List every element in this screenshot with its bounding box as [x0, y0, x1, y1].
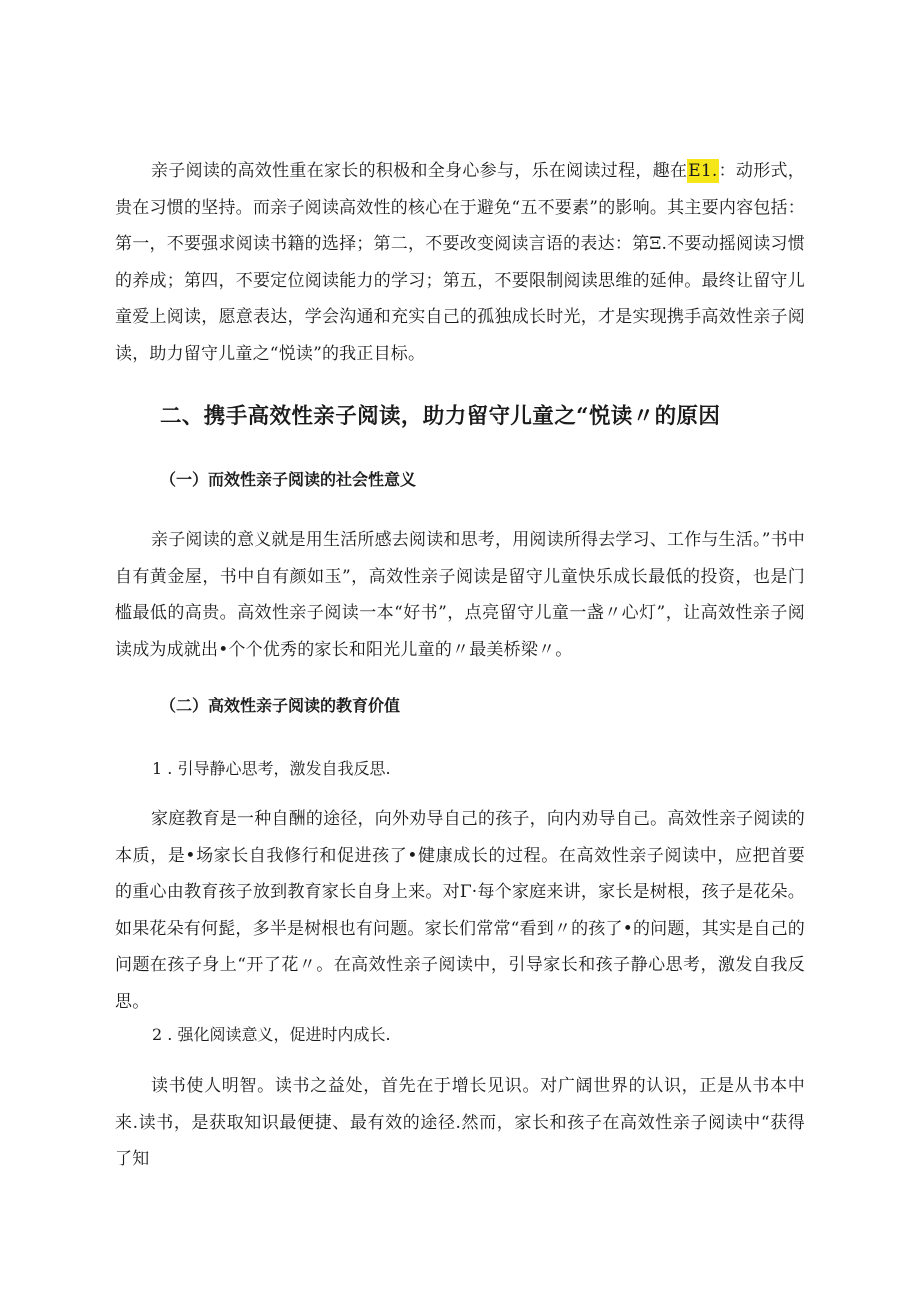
- paragraph-reading-meaning: 读书使人明智。读书之益处，首先在于增长见识。对广阔世界的认识，正是从书本中来.读书，是获取知识最便捷、最有效的途径.然而，家长和孩子在高效性亲子阅读中“获得了知: [115, 1076, 805, 1169]
- paragraph-five-principles: [115, 153, 805, 372]
- numbered-item-2: 2 . 强化阅读意义，促进时内成长.: [152, 1025, 391, 1044]
- subsection-heading-social-meaning: （一）而效性亲子阅读的社会性意义: [160, 470, 417, 489]
- section-heading-2: 二、携手高效性亲子阅读，助力留守儿童之“悦读〃的原因: [160, 404, 721, 429]
- numbered-item-1: 1 . 引导静心思考，激发自我反思.: [152, 759, 391, 778]
- paragraph-text-end: ：动形式，贵在习惯的坚持。而亲子阅读高效性的核心在于避免“五不要素”的影响。其主要内容包括：第一，不要强求阅读书籍的选择；第二，不要改变阅读言语的表达：第Ξ.不要动摇阅读习惯的养成；第四，不要定位阅读能力的学习；第五，不要限制阅读思维的延伸。最终让留守儿童爱上阅读，愿意表达，学会沟通和充实自己的孤独成长时光，才是实现携手高效性亲子阅读，助力留守儿童之“悦读”的我正目标。: [115, 161, 806, 364]
- subsection-heading-educational-value: （二）高效性亲子阅读的教育价值: [160, 696, 401, 715]
- paragraph-social-meaning: 亲子阅读的意义就是用生活所感去阅读和思考，用阅读所得去学习、工作与生活。”书中自有黄金屋，书中自有颜如玉”，高效性亲子阅读是留守儿童快乐成长最低的投资，也是门槛最低的高贵。高效性亲子阅读一本“好书”，点亮留守儿童一盏〃心灯”，让高效性亲子阅读成为成就出•个个优秀的家长和阳光儿童的〃最美桥梁〃。: [115, 530, 805, 660]
- paragraph-text-start: 亲子阅读的高效性重在家长的积极和全身心参与，乐在阅读过程，趣在: [151, 161, 688, 181]
- highlighted-text: E1.: [688, 161, 718, 181]
- paragraph-self-reflection: 家庭教育是一种自酬的途径，向外劝导自己的孩子，向内劝导自己。高效性亲子阅读的本质，是•场家长自我修行和促进孩了•健康成长的过程。在高效性亲子阅读中，应把首要的重心由教育孩子放到教育家长自身上来。对Γ·每个家庭来讲，家长是树根，孩子是花朵。如果花朵有何髭，多半是树根也有问题。家长们常常“看到〃的孩了•的问题，其实是自己的问题在孩子身上“开了花〃。在高效性亲子阅读中，引导家长和孩子静心思考，激发自我反思。: [115, 809, 805, 1012]
